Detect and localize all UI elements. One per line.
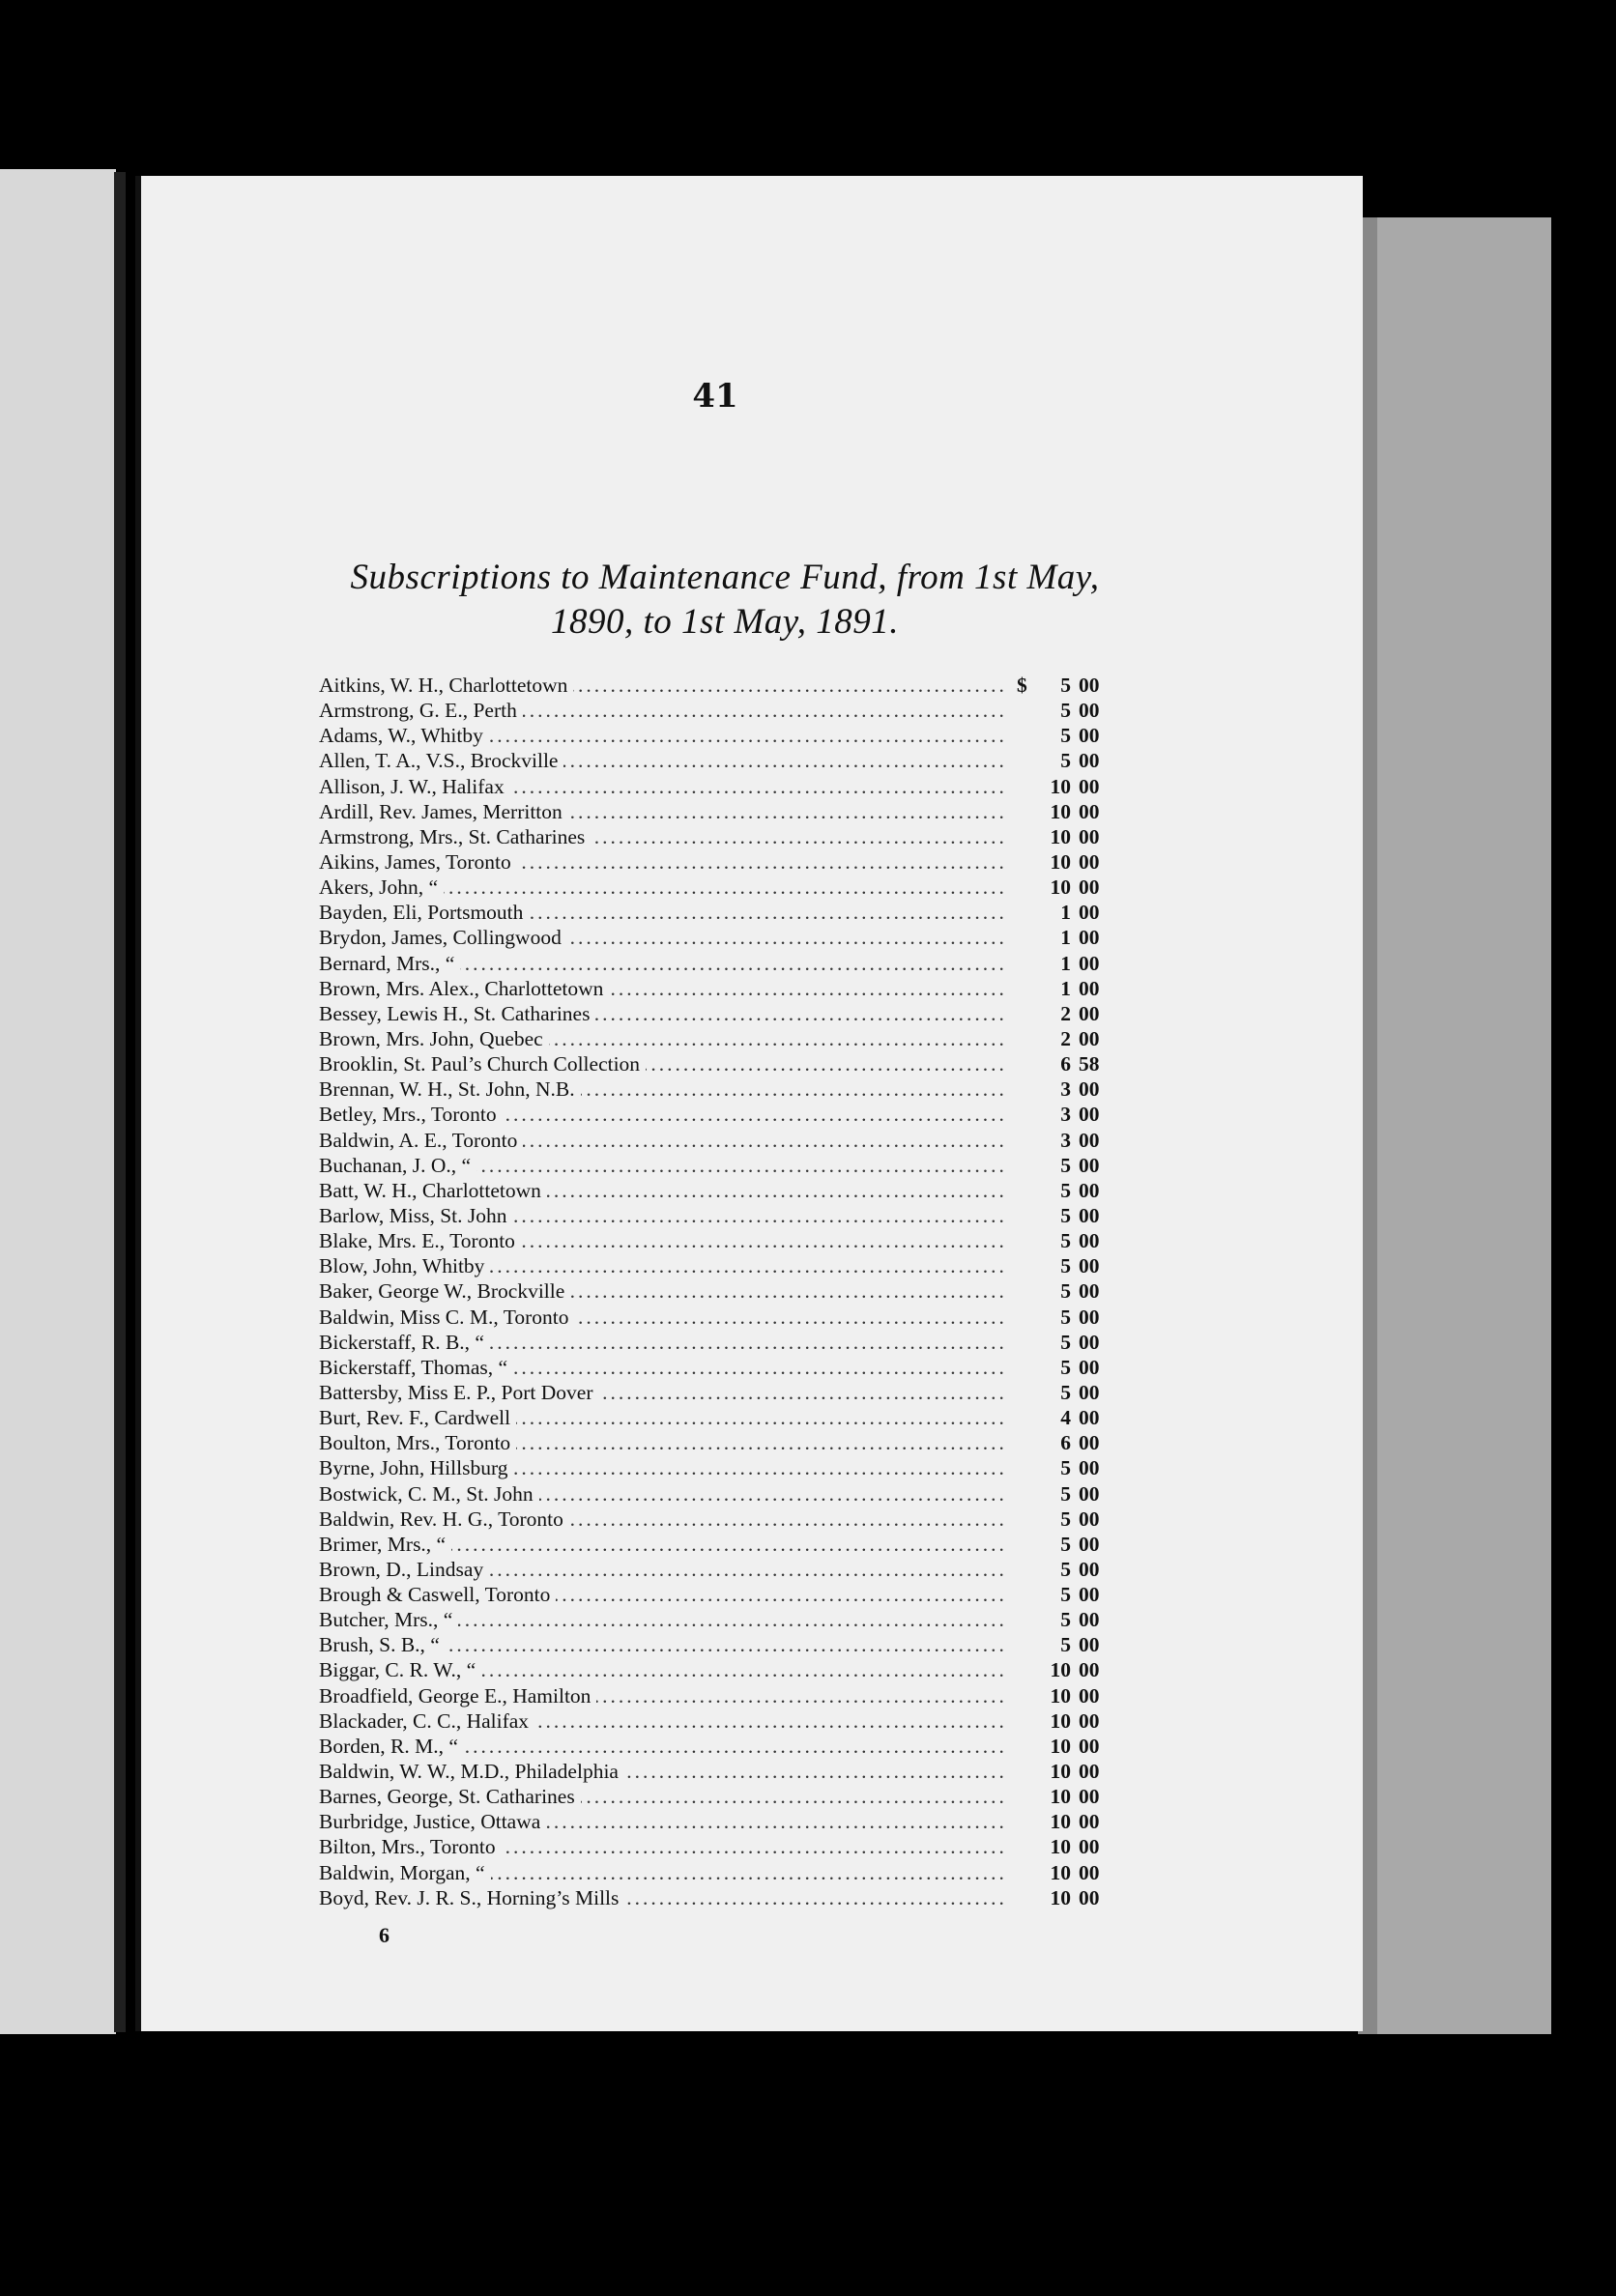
amount-cents: 00 (1079, 1103, 1100, 1127)
list-item (319, 1734, 1111, 1759)
subscriber-name: Brush, S. B., “ (319, 1632, 446, 1657)
amount-dollars: 2 (1060, 1026, 1071, 1050)
subscriber-name: Blow, John, Whitby (319, 1253, 490, 1278)
list-item (319, 925, 1111, 950)
subscriber-name: Armstrong, G. E., Perth (319, 698, 523, 723)
amount-cents: 00 (1079, 799, 1100, 823)
amount-dollars: 10 (1050, 1835, 1071, 1859)
list-item (319, 1355, 1111, 1380)
subscriber-name: Biggar, C. R. W., “ (319, 1657, 481, 1682)
amount-dollars: 10 (1050, 1708, 1071, 1733)
amount-dollars: 5 (1060, 1229, 1071, 1253)
list-item (319, 1001, 1111, 1026)
amount-dollars: 6 (1060, 1431, 1071, 1455)
subscriber-name: Battersby, Miss E. P., Port Dover (319, 1380, 598, 1405)
list-item (319, 1305, 1111, 1330)
amount-cents: 00 (1079, 1254, 1100, 1278)
subscriber-name: Brennan, W. H., St. John, N.B. (319, 1076, 581, 1102)
left-page-edge (114, 172, 126, 2032)
subscriber-name: Baldwin, Rev. H. G., Toronto (319, 1507, 569, 1532)
list-item (319, 1076, 1111, 1102)
list-item (319, 748, 1111, 773)
amount-cents: 00 (1079, 1279, 1100, 1304)
amount-dollars: 5 (1060, 724, 1071, 748)
page-title (290, 556, 1160, 645)
amount-dollars: 10 (1050, 1734, 1071, 1758)
subscriber-name: Akers, John, “ (319, 875, 444, 900)
list-item (319, 723, 1111, 748)
amount-dollars: 5 (1060, 749, 1071, 773)
amount-dollars: 3 (1060, 1128, 1071, 1152)
amount-dollars: 10 (1050, 875, 1071, 900)
signature-mark: 6 (379, 1923, 390, 1947)
list-item (319, 1532, 1111, 1557)
amount-dollars: 5 (1060, 1305, 1071, 1329)
subscriber-name: Adams, W., Whitby (319, 723, 489, 748)
subscriber-name: Blackader, C. C., Halifax (319, 1708, 534, 1734)
amount-cents: 00 (1079, 1633, 1100, 1657)
amount-cents: 00 (1079, 1001, 1100, 1025)
list-item (319, 799, 1111, 824)
amount-dollars: 5 (1060, 1456, 1071, 1480)
subscriber-name: Baldwin, Morgan, “ (319, 1860, 491, 1885)
amount-dollars: 5 (1060, 1532, 1071, 1556)
amount-cents: 00 (1079, 1734, 1100, 1758)
list-item (319, 1507, 1111, 1532)
subscriber-name: Bayden, Eli, Portsmouth (319, 900, 529, 925)
list-item (319, 951, 1111, 976)
list-item (319, 1253, 1111, 1278)
amount-cents: 00 (1079, 1203, 1100, 1227)
subscriber-name: Baldwin, Miss C. M., Toronto (319, 1305, 575, 1330)
list-item (319, 1228, 1111, 1253)
amount-dollars: 10 (1050, 1785, 1071, 1809)
amount-dollars: 5 (1060, 1608, 1071, 1632)
list-item (319, 900, 1111, 925)
amount-cents: 00 (1079, 1077, 1100, 1102)
subscriber-name: Burt, Rev. F., Cardwell (319, 1405, 516, 1430)
amount-dollars: 4 (1060, 1406, 1071, 1430)
amount-dollars: 1 (1060, 926, 1071, 950)
amount-dollars: 10 (1050, 774, 1071, 798)
list-item (319, 1430, 1111, 1455)
list-item (319, 1657, 1111, 1682)
list-item (319, 1380, 1111, 1405)
subscriber-name: Allison, J. W., Halifax (319, 774, 510, 799)
amount-cents: 00 (1079, 1760, 1100, 1784)
amount-dollars: 10 (1050, 1810, 1071, 1834)
amount-dollars: 5 (1060, 1583, 1071, 1607)
amount-dollars: 10 (1050, 849, 1071, 874)
amount-cents: 00 (1079, 875, 1100, 900)
list-item (319, 1051, 1111, 1076)
list-item (319, 1784, 1111, 1809)
amount-cents: 00 (1079, 699, 1100, 723)
amount-dollars: 1 (1060, 951, 1071, 975)
subscriber-name: Baker, George W., Brockville (319, 1278, 570, 1304)
subscriber-name: Aikins, James, Toronto (319, 849, 517, 875)
list-item (319, 1607, 1111, 1632)
subscriber-name: Brown, D., Lindsay (319, 1557, 489, 1582)
list-item (319, 1834, 1111, 1859)
amount-dollars: 10 (1050, 1885, 1071, 1909)
list-item (319, 1128, 1111, 1153)
list-item (319, 849, 1111, 875)
list-item (319, 824, 1111, 849)
subscriber-name: Bostwick, C. M., St. John (319, 1481, 539, 1507)
amount-cents: 00 (1079, 1885, 1100, 1909)
subscriber-name: Brimer, Mrs., “ (319, 1532, 451, 1557)
amount-dollars: 5 (1060, 1355, 1071, 1379)
amount-cents: 00 (1079, 1431, 1100, 1455)
subscriber-name: Boulton, Mrs., Toronto (319, 1430, 516, 1455)
subscription-list (319, 673, 1111, 1910)
amount-cents: 00 (1079, 1481, 1100, 1506)
amount-dollars: 5 (1060, 1254, 1071, 1278)
amount-cents: 00 (1079, 926, 1100, 950)
subscriber-name: Brooklin, St. Paul’s Church Collection (319, 1051, 646, 1076)
amount-cents: 00 (1079, 1708, 1100, 1733)
amount-dollars: 5 (1060, 1633, 1071, 1657)
amount-cents: 00 (1079, 1456, 1100, 1480)
subscriber-name: Brown, Mrs. John, Quebec (319, 1026, 549, 1051)
subscriber-name: Borden, R. M., “ (319, 1734, 464, 1759)
amount-dollars: 5 (1060, 1330, 1071, 1354)
list-item (319, 1557, 1111, 1582)
subscriber-name: Barnes, George, St. Catharines (319, 1784, 581, 1809)
subscriber-name: Brough & Caswell, Toronto (319, 1582, 556, 1607)
amount-cents: 00 (1079, 1608, 1100, 1632)
page-number: 41 (692, 377, 738, 416)
amount-dollars: 10 (1050, 824, 1071, 848)
amount-dollars: 2 (1060, 1001, 1071, 1025)
amount-cents: 00 (1079, 674, 1100, 697)
subscriber-name: Buchanan, J. O., “ (319, 1153, 476, 1178)
list-item (319, 774, 1111, 799)
list-item (319, 1860, 1111, 1885)
subscriber-name: Brown, Mrs. Alex., Charlottetown (319, 976, 609, 1001)
amount-cents: 00 (1079, 1305, 1100, 1329)
amount-cents: 00 (1079, 774, 1100, 798)
amount-dollars: 10 (1050, 1683, 1071, 1708)
amount-cents: 00 (1079, 901, 1100, 925)
amount-cents: 00 (1079, 1229, 1100, 1253)
amount-dollars: 1 (1060, 976, 1071, 1000)
amount-cents: 58 (1079, 1052, 1100, 1076)
list-item (319, 1455, 1111, 1480)
amount-dollars: 1 (1060, 901, 1071, 925)
list-item (319, 1153, 1111, 1178)
left-page-strip (0, 169, 116, 2034)
list-item (319, 1708, 1111, 1734)
page-gutter (135, 176, 141, 2031)
subscriber-name: Butcher, Mrs., “ (319, 1607, 458, 1632)
amount-cents: 00 (1079, 1128, 1100, 1152)
amount-cents: 00 (1079, 1785, 1100, 1809)
list-item (319, 1278, 1111, 1304)
list-item (319, 1481, 1111, 1507)
amount-cents: 00 (1079, 1380, 1100, 1404)
amount-cents: 00 (1079, 1860, 1100, 1884)
amount-cents: 00 (1079, 824, 1100, 848)
subscriber-name: Bessey, Lewis H., St. Catharines (319, 1001, 595, 1026)
amount-cents: 00 (1079, 1507, 1100, 1531)
amount-dollars: 10 (1050, 1760, 1071, 1784)
subscriber-name: Aitkins, W. H., Charlottetown (319, 673, 573, 698)
amount-cents: 00 (1079, 1583, 1100, 1607)
amount-dollars: 5 (1060, 1153, 1071, 1177)
list-item (319, 1405, 1111, 1430)
amount-dollars: 5 (1060, 1557, 1071, 1581)
subscriber-name: Baldwin, A. E., Toronto (319, 1128, 523, 1153)
amount-cents: 00 (1079, 1178, 1100, 1202)
list-item (319, 875, 1111, 900)
amount-dollars: 3 (1060, 1103, 1071, 1127)
subscriber-name: Barlow, Miss, St. John (319, 1203, 513, 1228)
amount-dollars: 5 (1060, 1178, 1071, 1202)
amount-dollars: 5 (1060, 674, 1071, 697)
list-item (319, 976, 1111, 1001)
amount-dollars: 5 (1060, 1481, 1071, 1506)
subscriber-name: Bernard, Mrs., “ (319, 951, 460, 976)
amount-cents: 00 (1079, 1835, 1100, 1859)
subscriber-name: Burbridge, Justice, Ottawa (319, 1809, 546, 1834)
list-item (319, 1203, 1111, 1228)
list-item (319, 673, 1111, 698)
amount-dollars: 10 (1050, 799, 1071, 823)
amount-cents: 00 (1079, 1557, 1100, 1581)
right-page-stack (1363, 217, 1551, 2034)
amount-cents: 00 (1079, 749, 1100, 773)
amount-cents: 00 (1079, 1406, 1100, 1430)
subscriber-name: Broadfield, George E., Hamilton (319, 1683, 596, 1708)
currency-symbol: $ (1017, 674, 1027, 697)
amount-cents: 00 (1079, 1532, 1100, 1556)
amount-cents: 00 (1079, 1658, 1100, 1682)
title-line-1: Subscriptions to Maintenance Fund, from 1st May, (350, 558, 1100, 597)
list-item (319, 1102, 1111, 1127)
amount-cents: 00 (1079, 1153, 1100, 1177)
amount-cents: 00 (1079, 951, 1100, 975)
amount-dollars: 5 (1060, 1203, 1071, 1227)
list-item (319, 1885, 1111, 1910)
amount-dollars: 6 (1060, 1052, 1071, 1076)
amount-dollars: 5 (1060, 1279, 1071, 1304)
subscriber-name: Brydon, James, Collingwood (319, 925, 567, 950)
amount-dollars: 3 (1060, 1077, 1071, 1102)
amount-cents: 00 (1079, 1810, 1100, 1834)
amount-dollars: 5 (1060, 699, 1071, 723)
amount-dollars: 10 (1050, 1658, 1071, 1682)
title-line-2: 1890, to 1st May, 1891. (551, 602, 899, 642)
list-item (319, 1330, 1111, 1355)
list-item (319, 1809, 1111, 1834)
subscriber-name: Batt, W. H., Charlottetown (319, 1178, 547, 1203)
subscriber-name: Blake, Mrs. E., Toronto (319, 1228, 521, 1253)
subscriber-name: Armstrong, Mrs., St. Catharines (319, 824, 591, 849)
list-item (319, 698, 1111, 723)
amount-cents: 00 (1079, 976, 1100, 1000)
subscriber-name: Bilton, Mrs., Toronto (319, 1834, 502, 1859)
list-item (319, 1632, 1111, 1657)
subscriber-name: Bickerstaff, Thomas, “ (319, 1355, 513, 1380)
subscriber-name: Allen, T. A., V.S., Brockville (319, 748, 563, 773)
subscriber-name: Bickerstaff, R. B., “ (319, 1330, 490, 1355)
amount-cents: 00 (1079, 1330, 1100, 1354)
amount-cents: 00 (1079, 1683, 1100, 1708)
list-item (319, 1026, 1111, 1051)
list-item (319, 1683, 1111, 1708)
subscriber-name: Ardill, Rev. James, Merritton (319, 799, 568, 824)
amount-dollars: 5 (1060, 1380, 1071, 1404)
amount-dollars: 10 (1050, 1860, 1071, 1884)
amount-cents: 00 (1079, 849, 1100, 874)
list-item (319, 1759, 1111, 1784)
amount-dollars: 5 (1060, 1507, 1071, 1531)
list-item (319, 1582, 1111, 1607)
subscriber-name: Byrne, John, Hillsburg (319, 1455, 514, 1480)
amount-cents: 00 (1079, 724, 1100, 748)
list-item (319, 1178, 1111, 1203)
subscriber-name: Baldwin, W. W., M.D., Philadelphia (319, 1759, 624, 1784)
subscriber-name: Betley, Mrs., Toronto (319, 1102, 503, 1127)
subscriber-name: Boyd, Rev. J. R. S., Horning’s Mills (319, 1885, 624, 1910)
amount-cents: 00 (1079, 1355, 1100, 1379)
amount-cents: 00 (1079, 1026, 1100, 1050)
